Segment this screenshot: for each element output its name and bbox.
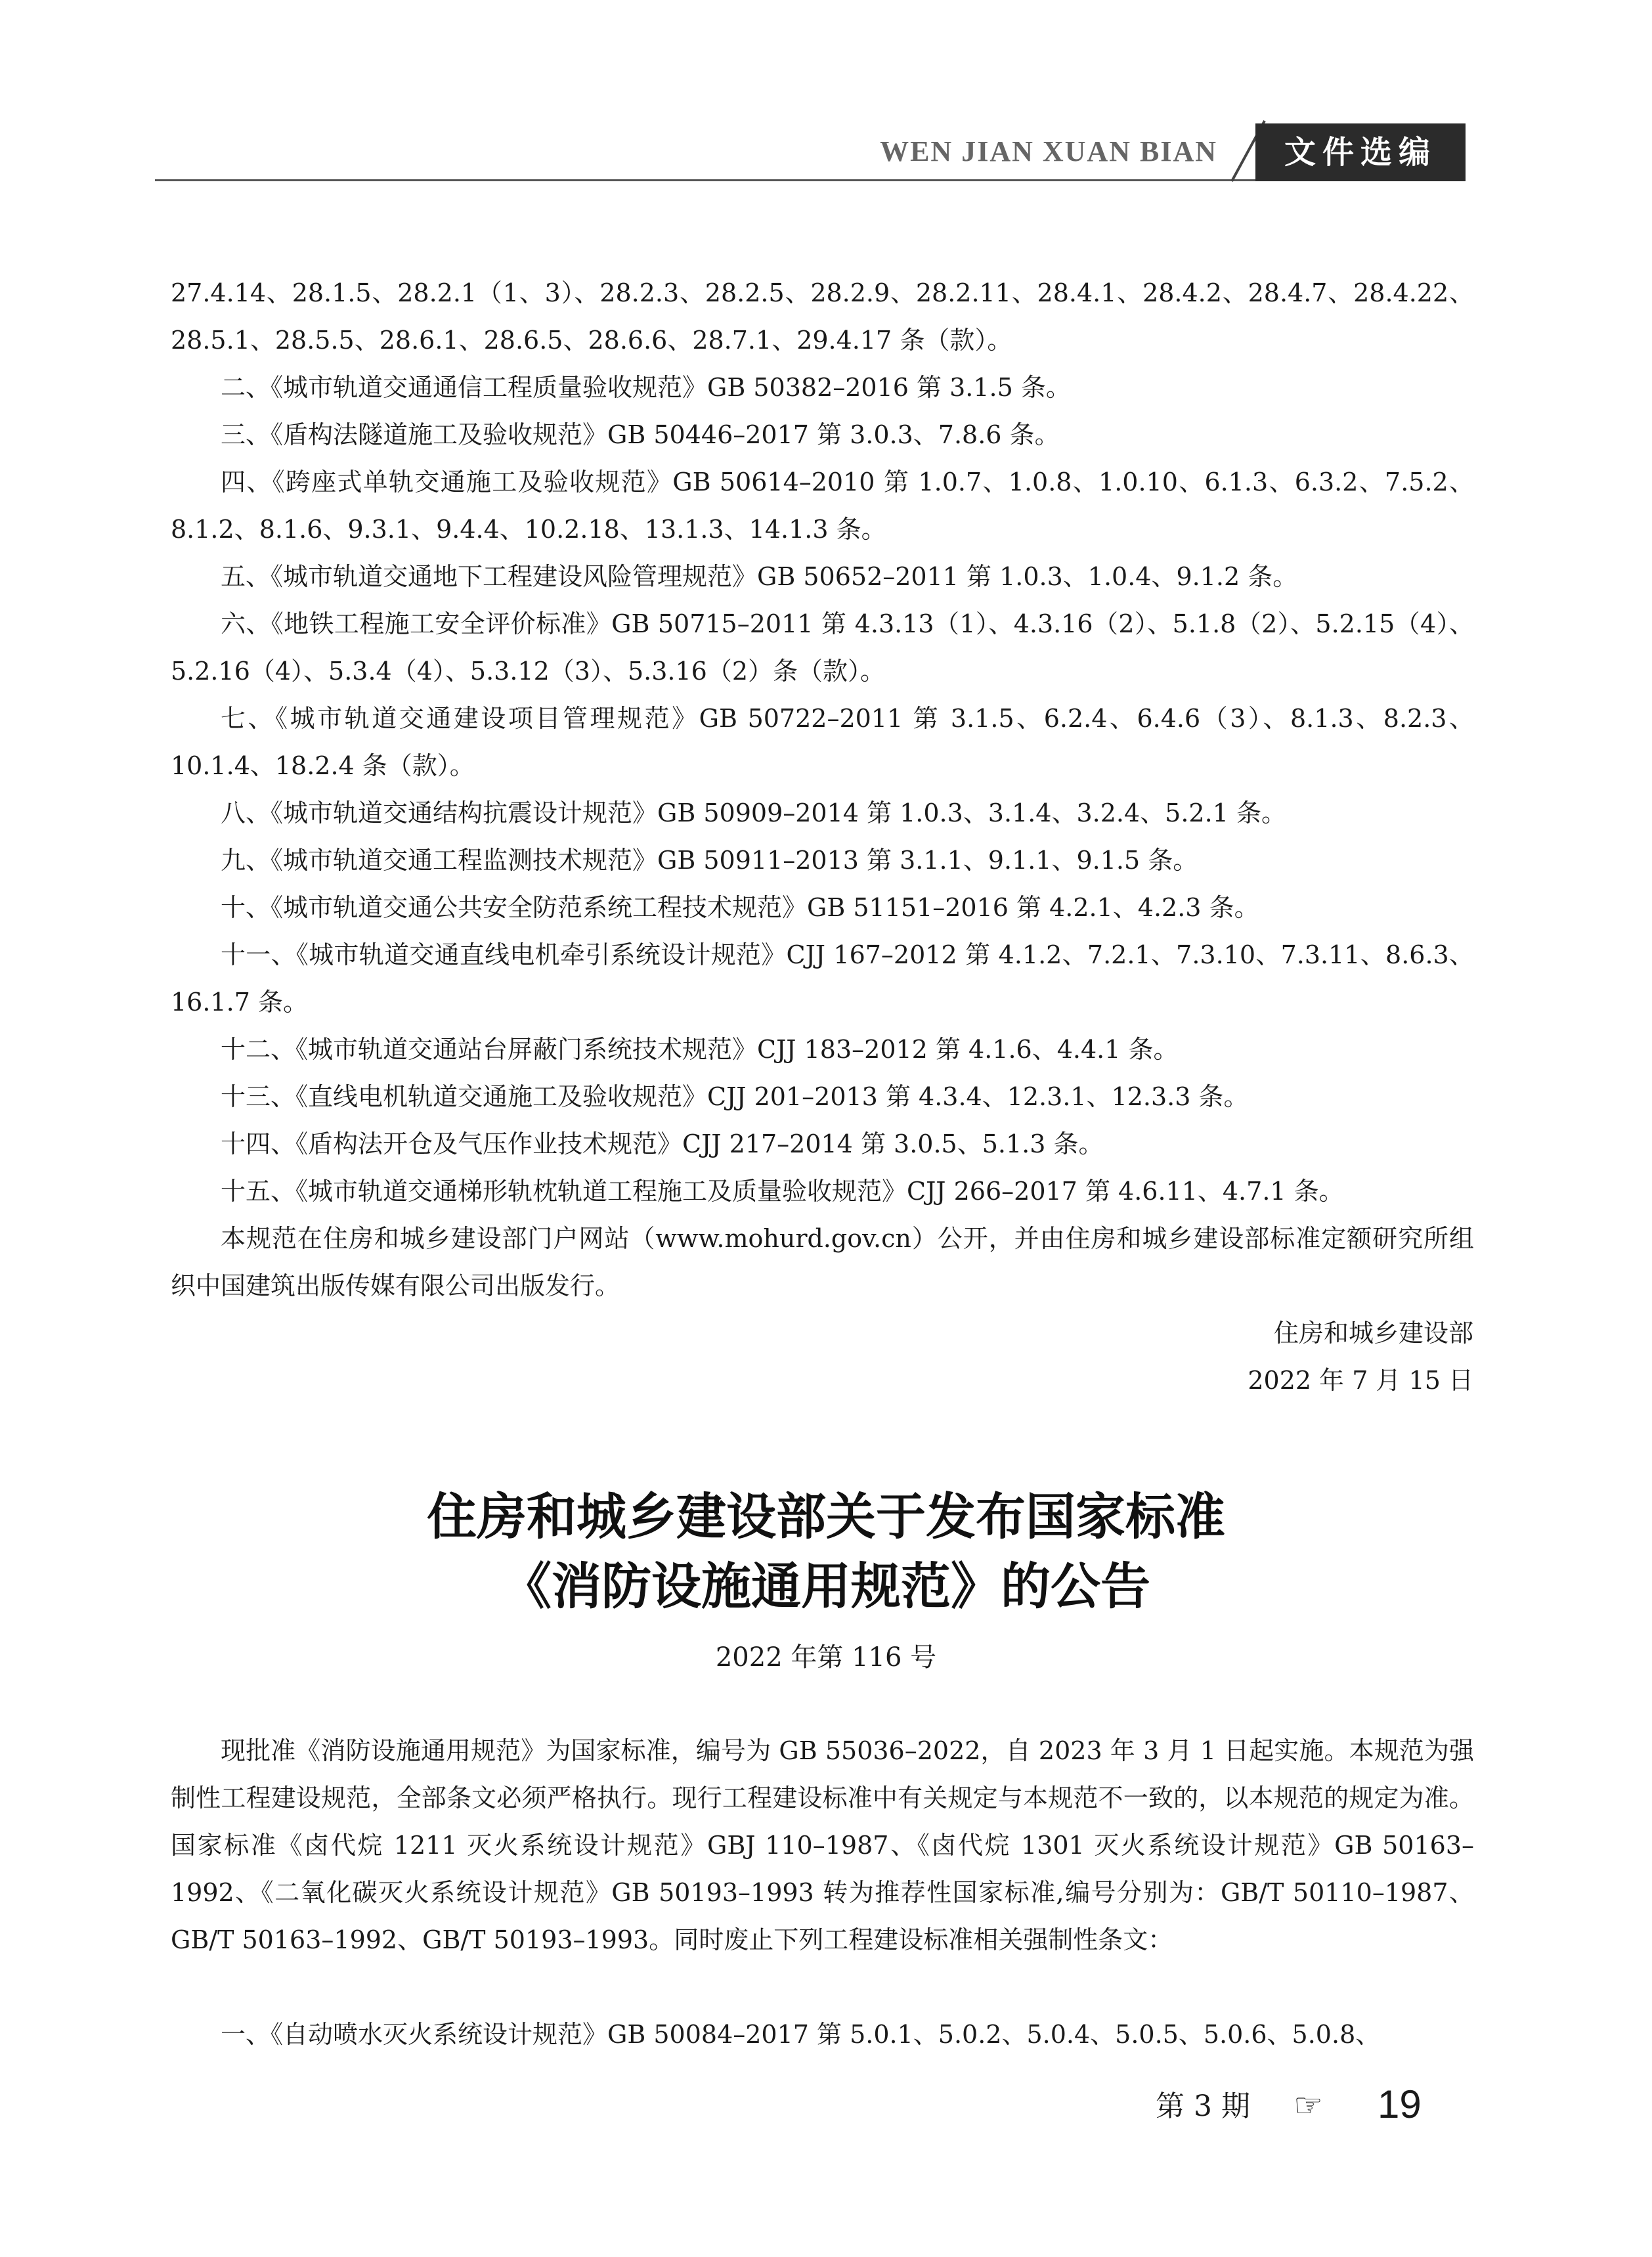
paragraph: 七、《城市轨道交通建设项目管理规范》GB 50722–2011 第 3.1.5、6.2.4、6.4.6（3）、8.1.3、8.2.3、10.1.4、18.2.4 条（款）。 (171, 704, 1474, 780)
paragraph: 五、《城市轨道交通地下工程建设风险管理规范》GB 50652–2011 第 1.0.3、1.0.4、9.1.2 条。 (221, 562, 1298, 591)
paragraph: 九、《城市轨道交通工程监测技术规范》GB 50911–2013 第 3.1.1、9.1.1、9.1.5 条。 (221, 846, 1198, 875)
paragraph: 十四、《盾构法开仓及气压作业技术规范》CJJ 217–2014 第 3.0.5、5.1.3 条。 (221, 1129, 1104, 1158)
paragraph: 十一、《城市轨道交通直线电机牵引系统设计规范》CJJ 167–2012 第 4.1.2、7.2.1、7.3.10、7.3.11、8.6.3、16.1.7 条。 (171, 940, 1474, 1017)
paragraph: 十二、《城市轨道交通站台屏蔽门系统技术规范》CJJ 183–2012 第 4.1.6、4.4.1 条。 (221, 1035, 1179, 1064)
paragraph: 27.4.14、28.1.5、28.2.1（1、3）、28.2.3、28.2.5、28.2.9、28.2.11、28.4.1、28.4.2、28.4.7、28.4.22、28.5.1、28.5.5、28.6.1、28.6.5、28.6.6、28.7.1、29.4.17 条（款）。 (171, 278, 1474, 355)
signature-org: 住房和城乡建设部 (1273, 1319, 1473, 1348)
section-title-cn: 文件选编 (1255, 123, 1466, 181)
issue-label: 第 3 期 (1156, 2090, 1250, 2123)
notice-title-line1: 住房和城乡建设部关于发布国家标准 (427, 1487, 1225, 1546)
notice-number: 2022 年第 116 号 (715, 1642, 937, 1673)
header-rule (155, 179, 1258, 181)
paragraph: 八、《城市轨道交通结构抗震设计规范》GB 50909–2014 第 1.0.3、3.1.4、3.2.4、5.2.1 条。 (221, 799, 1286, 827)
pointing-hand-icon: ☞ (1293, 2086, 1323, 2124)
notice-body: 现批准《消防设施通用规范》为国家标准，编号为 GB 55036–2022，自 2023 年 3 月 1 日起实施。本规范为强制性工程建设规范，全部条文必须严格执行。现行工程建设标准中有关规定与本规范不一致的，以本规范的规定为准。国家标准《卤代烷 1211 灭火系统设计规范》GBJ 110–1987、《卤代烷 1301 灭火系统设计规范》GB 50163–1992、《二氧化碳灭火系统设计规范》GB 50193–1993 转为推荐性国家标准,编号分别为：GB/T 50110–1987、GB/T 50163–1992、GB/T 50193–1993。同时废止下列工程建设标准相关强制性条文： (171, 1736, 1474, 1954)
notice-title-line2: 《消防设施通用规范》的公告 (502, 1557, 1150, 1615)
paragraph: 十、《城市轨道交通公共安全防范系统工程技术规范》GB 51151–2016 第 4.2.1、4.2.3 条。 (221, 893, 1259, 922)
paragraph: 三、《盾构法隧道施工及验收规范》GB 50446–2017 第 3.0.3、7.8.6 条。 (221, 420, 1060, 449)
paragraph: 十五、《城市轨道交通梯形轨枕轨道工程施工及质量验收规范》CJJ 266–2017 第 4.6.11、4.7.1 条。 (221, 1177, 1344, 1206)
signature-date: 2022 年 7 月 15 日 (1248, 1366, 1473, 1395)
paragraph: 六、《地铁工程施工安全评价标准》GB 50715–2011 第 4.3.13（1）、4.3.16（2）、5.1.8（2）、5.2.15（4）、5.2.16（4）、5.3.4（4）、5.3.12（3）、5.3.16（2）条（款）。 (171, 609, 1474, 686)
paragraph: 二、《城市轨道交通通信工程质量验收规范》GB 50382–2016 第 3.1.5 条。 (221, 373, 1071, 402)
notice-item: 一、《自动喷水灭火系统设计规范》GB 50084–2017 第 5.0.1、5.0.2、5.0.4、5.0.5、5.0.6、5.0.8、 (221, 2020, 1381, 2049)
paragraph: 十三、《直线电机轨道交通施工及验收规范》CJJ 201–2013 第 4.3.4、12.3.1、12.3.3 条。 (221, 1082, 1249, 1111)
section-title-en: WEN JIAN XUAN BIAN (880, 135, 1217, 167)
paragraph: 本规范在住房和城乡建设部门户网站（www.mohurd.gov.cn）公开，并由住房和城乡建设部标准定额研究所组织中国建筑出版传媒有限公司出版发行。 (171, 1224, 1474, 1300)
page-number: 19 (1378, 2082, 1422, 2126)
paragraph: 四、《跨座式单轨交通施工及验收规范》GB 50614–2010 第 1.0.7、1.0.8、1.0.10、6.1.3、6.3.2、7.5.2、8.1.2、8.1.6、9.3.1、9.4.4、10.2.18、13.1.3、14.1.3 条。 (171, 468, 1474, 544)
